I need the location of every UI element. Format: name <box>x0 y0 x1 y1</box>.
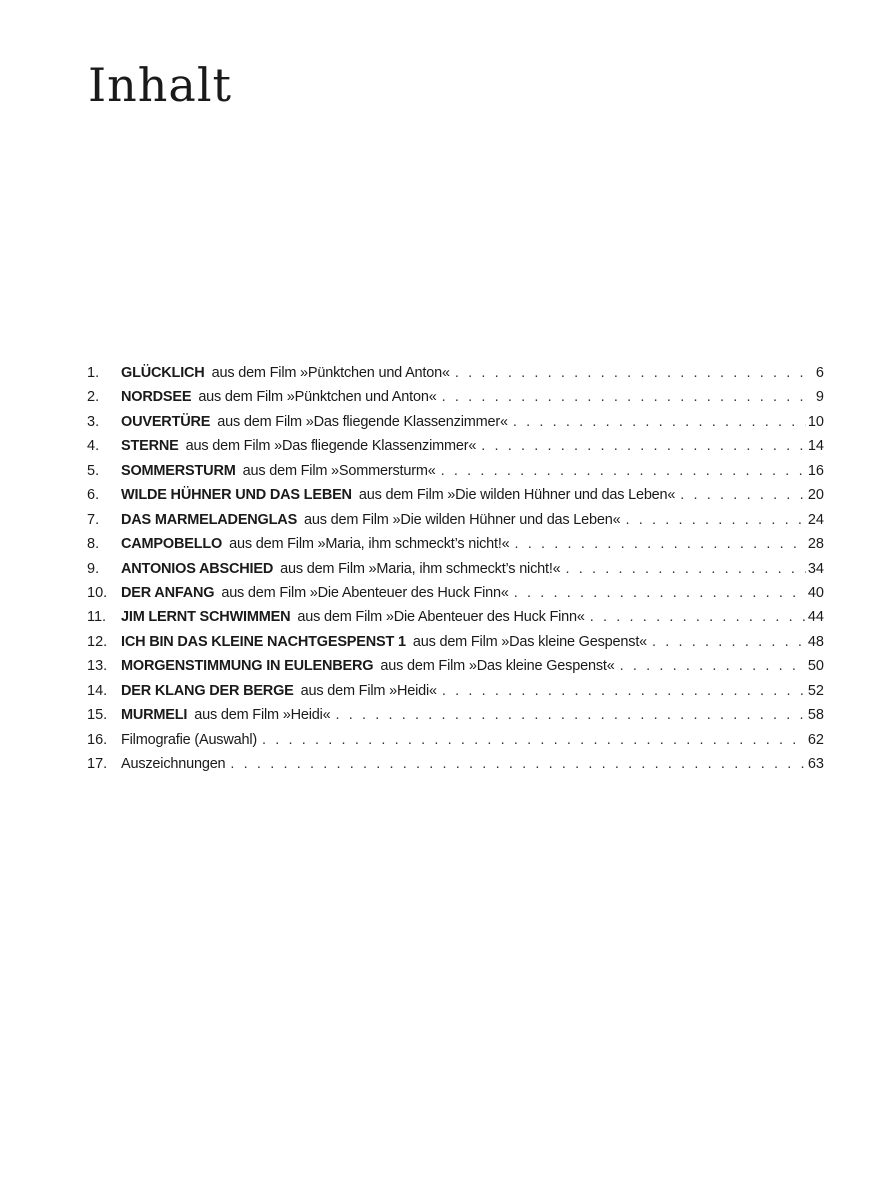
song-title: NORDSEE <box>121 389 192 406</box>
page-number: 16 <box>807 462 824 479</box>
toc-entry[interactable] <box>87 630 824 654</box>
dot-leader <box>442 679 806 703</box>
dot-leader <box>262 728 806 752</box>
table-of-contents <box>87 361 824 776</box>
dot-leader <box>680 483 806 507</box>
page-number: 34 <box>807 560 824 577</box>
song-title: DER KLANG DER BERGE <box>121 682 294 699</box>
toc-entry[interactable] <box>87 654 824 678</box>
toc-entry[interactable] <box>87 385 824 409</box>
section-title: Auszeichnungen <box>121 756 226 772</box>
entry-number: 7. <box>87 511 100 528</box>
entry-number: 3. <box>87 413 100 430</box>
film-source: aus dem Film »Sommersturm« <box>242 462 436 479</box>
dot-leader <box>514 581 806 605</box>
dot-leader <box>442 385 814 409</box>
entry-number: 5. <box>87 462 100 479</box>
dot-leader <box>566 557 806 581</box>
page-number: 62 <box>807 731 824 748</box>
toc-entry[interactable] <box>87 508 824 532</box>
toc-entry[interactable] <box>87 557 824 581</box>
toc-entry[interactable] <box>87 361 824 385</box>
film-source: aus dem Film »Maria, ihm schmeckt’s nicht!« <box>229 536 510 553</box>
toc-entry[interactable] <box>87 459 824 483</box>
entry-number: 2. <box>87 389 100 406</box>
page-number: 63 <box>807 756 824 772</box>
page-title: Inhalt <box>88 58 233 112</box>
page-number: 48 <box>807 633 824 650</box>
page-number: 28 <box>807 536 824 553</box>
dot-leader <box>620 654 806 678</box>
toc-entry[interactable] <box>87 483 824 507</box>
film-source: aus dem Film »Die wilden Hühner und das Leben« <box>304 511 621 528</box>
entry-number: 17. <box>87 756 108 772</box>
entry-number: 12. <box>87 633 108 650</box>
toc-entry[interactable] <box>87 752 824 776</box>
song-title: WILDE HÜHNER UND DAS LEBEN <box>121 487 352 504</box>
entry-number: 14. <box>87 682 108 699</box>
entry-number: 6. <box>87 487 100 504</box>
dot-leader <box>590 605 806 629</box>
song-title: GLÜCKLICH <box>121 365 205 381</box>
song-title: DER ANFANG <box>121 584 215 601</box>
film-source: aus dem Film »Pünktchen und Anton« <box>211 365 450 381</box>
song-title: ANTONIOS ABSCHIED <box>121 560 274 577</box>
page-number: 40 <box>807 584 824 601</box>
page-number: 24 <box>807 511 824 528</box>
entry-number: 13. <box>87 658 108 675</box>
page-number: 20 <box>807 487 824 504</box>
toc-entry[interactable] <box>87 532 824 556</box>
song-title: MURMELI <box>121 707 188 724</box>
entry-number: 15. <box>87 707 108 724</box>
song-title: ICH BIN DAS KLEINE NACHTGESPENST 1 <box>121 633 406 650</box>
song-title: JIM LERNT SCHWIMMEN <box>121 609 291 626</box>
film-source: aus dem Film »Das kleine Gespenst« <box>412 633 648 650</box>
film-source: aus dem Film »Heidi« <box>194 707 331 724</box>
toc-entry[interactable] <box>87 410 824 434</box>
film-source: aus dem Film »Pünktchen und Anton« <box>198 389 437 406</box>
dot-leader <box>515 532 806 556</box>
entry-number: 11. <box>87 609 107 626</box>
page-number: 52 <box>807 682 824 699</box>
entry-number: 9. <box>87 560 100 577</box>
song-title: OUVERTÜRE <box>121 413 211 430</box>
entry-number: 10. <box>87 584 108 601</box>
toc-entry[interactable] <box>87 434 824 458</box>
film-source: aus dem Film »Das fliegende Klassenzimmer« <box>185 438 477 455</box>
page-number: 58 <box>807 707 824 724</box>
dot-leader <box>513 410 806 434</box>
film-source: aus dem Film »Die wilden Hühner und das Leben« <box>358 487 676 504</box>
toc-entry[interactable] <box>87 728 824 752</box>
song-title: DAS MARMELADENGLAS <box>121 511 298 528</box>
toc-entry[interactable] <box>87 703 824 727</box>
page-number: 6 <box>815 365 824 381</box>
dot-leader <box>455 361 814 385</box>
page-number: 9 <box>815 389 824 406</box>
page-number: 44 <box>807 609 824 626</box>
song-title: STERNE <box>121 438 179 455</box>
entry-number: 1. <box>87 365 100 381</box>
section-title: Filmografie (Auswahl) <box>121 731 258 748</box>
song-title: MORGENSTIMMUNG IN EULENBERG <box>121 658 374 675</box>
film-source: aus dem Film »Das fliegende Klassenzimmer« <box>217 413 508 430</box>
film-source: aus dem Film »Die Abenteuer des Huck Finn« <box>297 609 585 626</box>
dot-leader <box>336 703 806 727</box>
film-source: aus dem Film »Das kleine Gespenst« <box>380 658 615 675</box>
page-number: 14 <box>807 438 824 455</box>
entry-number: 4. <box>87 438 100 455</box>
song-title: SOMMERSTURM <box>121 462 236 479</box>
dot-leader <box>481 434 806 458</box>
dot-leader <box>441 459 806 483</box>
page-number: 50 <box>807 658 824 675</box>
entry-number: 8. <box>87 536 100 553</box>
dot-leader <box>230 752 805 776</box>
toc-entry[interactable] <box>87 605 824 629</box>
entry-number: 16. <box>87 731 108 748</box>
dot-leader <box>625 508 805 532</box>
toc-entry[interactable] <box>87 581 824 605</box>
film-source: aus dem Film »Heidi« <box>300 682 437 699</box>
dot-leader <box>652 630 806 654</box>
toc-entry[interactable] <box>87 679 824 703</box>
film-source: aus dem Film »Maria, ihm schmeckt’s nicht!« <box>280 560 561 577</box>
song-title: CAMPOBELLO <box>121 536 223 553</box>
film-source: aus dem Film »Die Abenteuer des Huck Finn« <box>221 584 509 601</box>
page-number: 10 <box>807 413 824 430</box>
